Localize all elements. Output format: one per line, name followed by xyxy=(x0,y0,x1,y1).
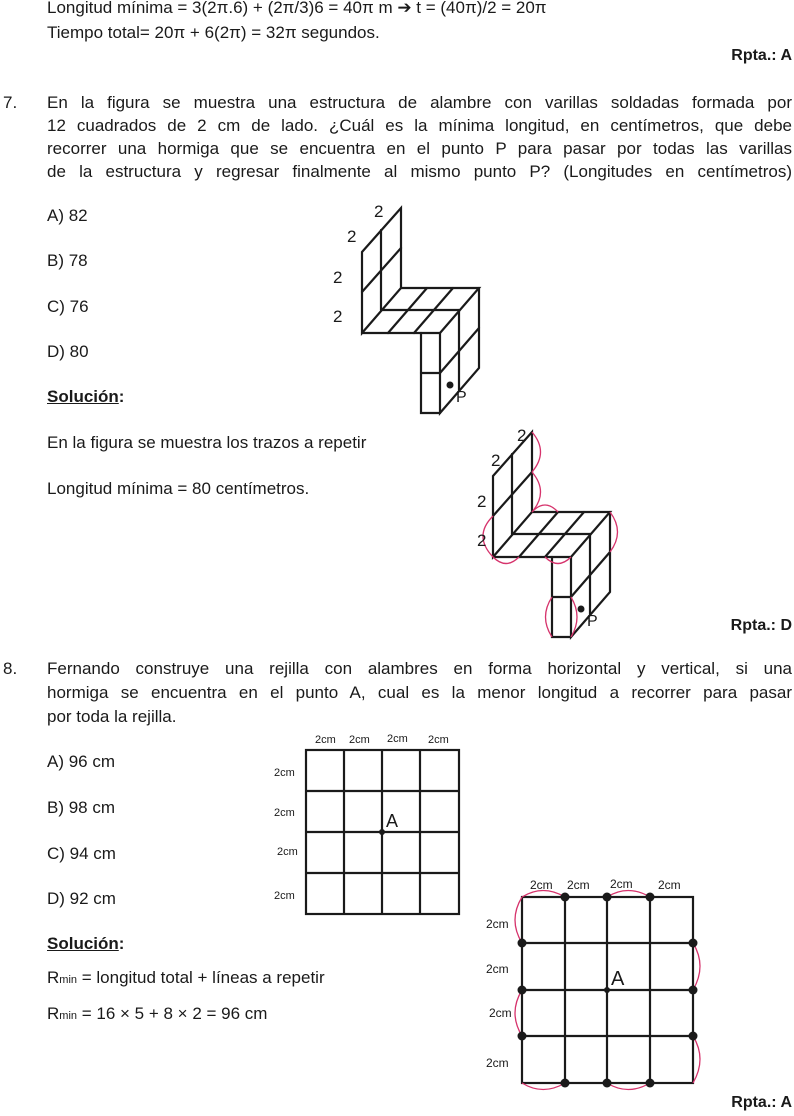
svg-text:2cm: 2cm xyxy=(489,1006,512,1020)
q8-formula-1: Rmin = longitud total + líneas a repetir xyxy=(47,968,325,987)
svg-text:2cm: 2cm xyxy=(387,733,408,745)
q7-sol-label-p: P xyxy=(587,613,598,630)
q7-sol-label-2d: 2 xyxy=(477,531,487,550)
q8-solution-heading: Solución: xyxy=(47,934,125,953)
q8-line-1: Fernando construye una rejilla con alambres en forma horizontal y vertical, si una xyxy=(47,659,792,678)
q7-number: 7. xyxy=(3,93,18,112)
q7-line-1: En la figura se muestra una estructura de alambre con varillas soldadas formada por xyxy=(47,93,792,112)
q8-line-3: por toda la rejilla. xyxy=(47,707,177,726)
q8-option-d: D) 92 cm xyxy=(47,889,116,908)
svg-text:2cm: 2cm xyxy=(315,734,336,746)
svg-text:2cm: 2cm xyxy=(349,734,370,746)
q8-number: 8. xyxy=(3,659,18,678)
q8-option-c: C) 94 cm xyxy=(47,844,116,863)
prev-total-time: Tiempo total= 20π + 6(2π) = 32π segundos. xyxy=(47,23,380,42)
q8-line-2: hormiga se encuentra en el punto A, cual es la menor longitud a recorrer para pasar xyxy=(47,683,792,702)
svg-text:2cm: 2cm xyxy=(277,846,298,858)
q7-answer: Rpta.: D xyxy=(730,617,792,634)
q7-line-3: recorrer una hormiga que se encuentra en el punto P para pasar por todas las varillas xyxy=(47,139,792,158)
q7-line-4: de la estructura y regresar finalmente al mismo punto P? (Longitudes en centímetros) xyxy=(47,162,792,181)
q8-formula-2: Rmin = 16 × 5 + 8 × 2 = 96 cm xyxy=(47,1004,268,1023)
q8-label-a: A xyxy=(386,811,399,831)
q8-point-a xyxy=(379,829,385,835)
q7-solution-heading: Solución: xyxy=(47,387,125,406)
q7-solution-line-1: En la figura se muestra los trazos a repetir xyxy=(47,433,367,452)
q7-label-p: P xyxy=(456,389,467,406)
svg-text:2cm: 2cm xyxy=(486,917,509,931)
q7-option-b: B) 78 xyxy=(47,251,88,270)
svg-text:2cm: 2cm xyxy=(274,767,295,779)
q7-label-2d: 2 xyxy=(333,307,343,326)
q7-wire-figure xyxy=(362,208,479,413)
q7-option-d: D) 80 xyxy=(47,342,89,361)
svg-text:2cm: 2cm xyxy=(610,877,633,891)
q8-option-a: A) 96 cm xyxy=(47,752,116,771)
q8-option-b: B) 98 cm xyxy=(47,798,116,817)
svg-text:2cm: 2cm xyxy=(274,807,295,819)
q8-answer: Rpta.: A xyxy=(731,1094,792,1111)
q7-option-a: A) 82 xyxy=(47,206,88,225)
q7-sol-point-p xyxy=(578,606,585,613)
svg-text:2cm: 2cm xyxy=(486,1056,509,1070)
svg-text:2cm: 2cm xyxy=(530,878,553,892)
svg-text:2cm: 2cm xyxy=(486,962,509,976)
svg-text:2cm: 2cm xyxy=(274,890,295,902)
q8-sol-grid-labels xyxy=(486,877,681,1070)
q7-point-p xyxy=(447,382,454,389)
prev-answer: Rpta.: A xyxy=(731,47,792,64)
q7-sol-label-2a: 2 xyxy=(517,426,527,445)
q7-solution-line-2: Longitud mínima = 80 centímetros. xyxy=(47,479,310,498)
svg-text:2cm: 2cm xyxy=(567,878,590,892)
q7-sol-label-2c: 2 xyxy=(477,492,487,511)
q7-option-c: C) 76 xyxy=(47,297,89,316)
q7-sol-label-2b: 2 xyxy=(491,451,501,470)
svg-text:2cm: 2cm xyxy=(658,878,681,892)
q7-line-2: 12 cuadrados de 2 cm de lado. ¿Cuál es la mínima longitud, en centímetros, que debe xyxy=(47,116,792,135)
q7-label-2c: 2 xyxy=(333,268,343,287)
q8-sol-label-a: A xyxy=(611,968,625,990)
prev-length-formula: Longitud mínima = 3(2π.6) + (2π/3)6 = 40π m ➔ t = (40π)/2 = 20π xyxy=(47,0,547,17)
q7-label-2b: 2 xyxy=(347,227,357,246)
svg-text:2cm: 2cm xyxy=(428,734,449,746)
q8-grid-labels xyxy=(274,733,449,902)
q7-label-2a: 2 xyxy=(374,202,384,221)
q7-solution-figure xyxy=(477,426,618,637)
